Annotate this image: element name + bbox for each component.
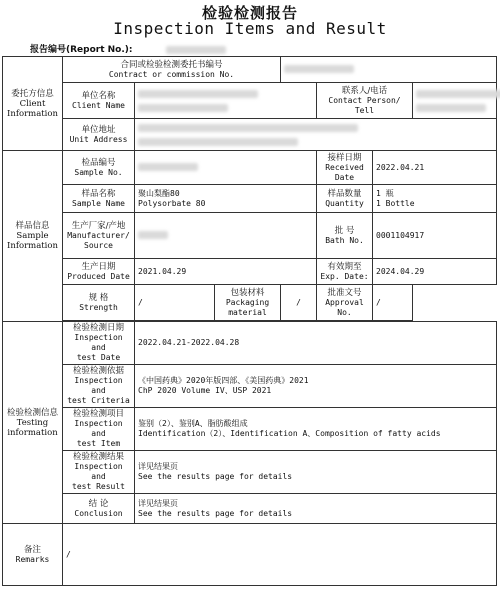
sample-name-label: 样品名称 Sample Name <box>63 185 135 213</box>
sample-no-value <box>135 151 317 185</box>
exp-date-label: 有效期至 Exp. Date: <box>317 259 373 285</box>
manufacturer-row <box>3 213 497 259</box>
conclusion-label: 结 论 Conclusion <box>63 494 135 524</box>
client-name-label: 单位名称 Client Name <box>63 83 135 119</box>
produced-date-row <box>3 259 497 285</box>
client-name-row <box>3 83 497 119</box>
quantity-label: 样品数量 Quantity <box>317 185 373 213</box>
test-item-value: 鉴别（2）、鉴别A、脂肪酸组成 Identification（2）、Identification A、Composition of fatty acids <box>135 408 497 451</box>
contract-row <box>3 57 497 83</box>
address-label: 单位地址 Unit Address <box>63 119 135 151</box>
sample-name-value: 聚山梨酯80 Polysorbate 80 <box>135 185 317 213</box>
remarks-label: 备注 Remarks <box>3 524 63 586</box>
test-date-value: 2022.04.21-2022.04.28 <box>135 322 497 365</box>
manufacturer-value <box>135 213 317 259</box>
address-value <box>135 119 497 151</box>
batch-label: 批 号 Bath No. <box>317 213 373 259</box>
report-title-cn: 检验检测报告 <box>201 4 298 22</box>
test-date-row <box>3 322 497 365</box>
approval-value: / <box>373 285 413 321</box>
client-section-label: 委托方信息 Client Information <box>3 57 63 151</box>
contact-label: 联系人/电话 Contact Person/ Tell <box>317 83 413 119</box>
report-number-label: 报告编号(Report No.): <box>30 45 133 55</box>
remarks-row <box>3 524 497 586</box>
report-title-en: Inspection Items and Result <box>113 19 387 38</box>
conclusion-value: 详见结果页 See the results page for details <box>135 494 497 524</box>
testing-section-label: 检验检测信息 Testing information <box>3 322 63 524</box>
exp-date-value: 2024.04.29 <box>373 259 497 285</box>
packaging-value: / <box>281 285 317 321</box>
redacted-report-number <box>166 46 226 54</box>
contract-label: 合同或检验检测委托书编号 Contract or commission No. <box>63 57 281 83</box>
conclusion-row <box>3 494 497 524</box>
test-criteria-label: 检验检测依据 Inspection and test Criteria <box>63 365 135 408</box>
received-date-label: 接样日期 Received Date <box>317 151 373 185</box>
manufacturer-label: 生产厂家/产地 Manufacturer/ Source <box>63 213 135 259</box>
test-criteria-row <box>3 365 497 408</box>
strength-label: 规 格 Strength <box>63 285 135 321</box>
produced-date-value: 2021.04.29 <box>135 259 317 285</box>
produced-date-label: 生产日期 Produced Date <box>63 259 135 285</box>
contract-value <box>281 57 497 83</box>
received-date-value: 2022.04.21 <box>373 151 497 185</box>
report-number <box>30 42 226 55</box>
client-name-value <box>135 83 317 119</box>
sample-no-row <box>3 151 497 185</box>
test-item-label: 检验检测项目 Inspection and test Item <box>63 408 135 451</box>
strength-value: / <box>135 285 215 321</box>
sample-no-label: 检品编号 Sample No. <box>63 151 135 185</box>
batch-value: 0001104917 <box>373 213 497 259</box>
strength-row <box>3 285 497 321</box>
contact-value <box>413 83 497 119</box>
test-result-label: 检验检测结果 Inspection and test Result <box>63 451 135 494</box>
remarks-value: / <box>63 524 497 586</box>
test-date-label: 检验检测日期 Inspection and test Date <box>63 322 135 365</box>
quantity-value: 1 瓶 1 Bottle <box>373 185 497 213</box>
report-table <box>2 56 497 586</box>
test-criteria-value: 《中国药典》2020年版四部、《美国药典》2021 ChP 2020 Volume IV、USP 2021 <box>135 365 497 408</box>
address-row <box>3 119 497 151</box>
sample-name-row <box>3 185 497 213</box>
test-item-row <box>3 408 497 451</box>
sample-section-label: 样品信息 Sample Information <box>3 151 63 322</box>
test-result-value: 详见结果页 See the results page for details <box>135 451 497 494</box>
packaging-label: 包装材料 Packaging material <box>215 285 281 321</box>
test-result-row <box>3 451 497 494</box>
approval-label: 批准文号 Approval No. <box>317 285 373 321</box>
